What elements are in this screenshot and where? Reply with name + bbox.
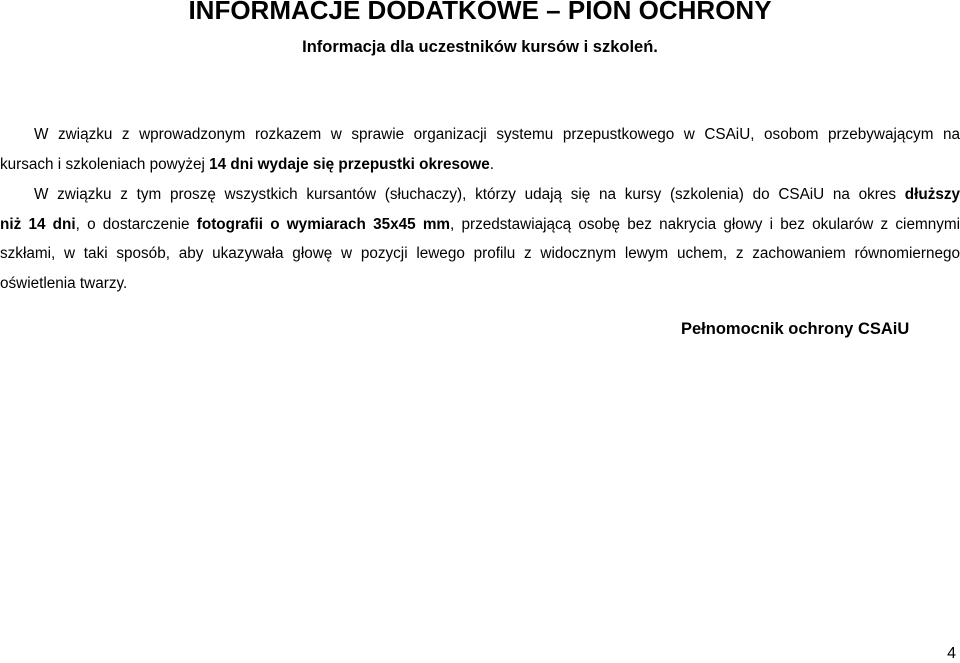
paragraph-passes [0, 120, 960, 179]
paragraph-line [0, 210, 960, 240]
paragraph-line: szkłami, w taki sposób, aby ukazywała głowę w pozycji lewego profilu z widocznym lewym uchem, z zachowaniem równomiernego [0, 245, 960, 262]
bold-text-run: dłuższy [904, 186, 960, 203]
text-run: kursach i szkoleniach powyżej [0, 155, 210, 173]
paragraph-line: W związku z wprowadzonym rozkazem w sprawie organizacji systemu przepustkowego w CSAiU, osobom przebywającym na [34, 126, 960, 143]
bold-text-run: 14 dni wydaje się przepustki okresowe [209, 155, 490, 173]
signature: Pełnomocnik ochrony CSAiU [681, 320, 910, 338]
paragraph-line: oświetlenia twarzy. [0, 274, 128, 292]
text-run: . [489, 155, 494, 173]
page-number: 4 [947, 645, 956, 662]
text-run: , o dostarczenie [75, 215, 197, 233]
paragraph-line [0, 150, 960, 180]
document-subtitle: Informacja dla uczestników kursów i szkoleń. [302, 38, 658, 56]
text-run: W związku z tym proszę wszystkich kursantów (słuchaczy), którzy udają się na kursy (szkolenia) do CSAiU na okres [34, 186, 905, 203]
bold-text-run: fotografii o wymiarach 35x45 mm [196, 215, 451, 233]
bold-text-run: niż 14 dni [0, 215, 76, 233]
paragraph-photo-requirements [0, 180, 960, 298]
paragraph-line [0, 180, 960, 210]
text-run: , przedstawiającą osobę bez nakrycia głowy i bez okularów z ciemnymi [450, 215, 960, 233]
document-title: INFORMACJE DODATKOWE – PION OCHRONY [188, 0, 772, 25]
